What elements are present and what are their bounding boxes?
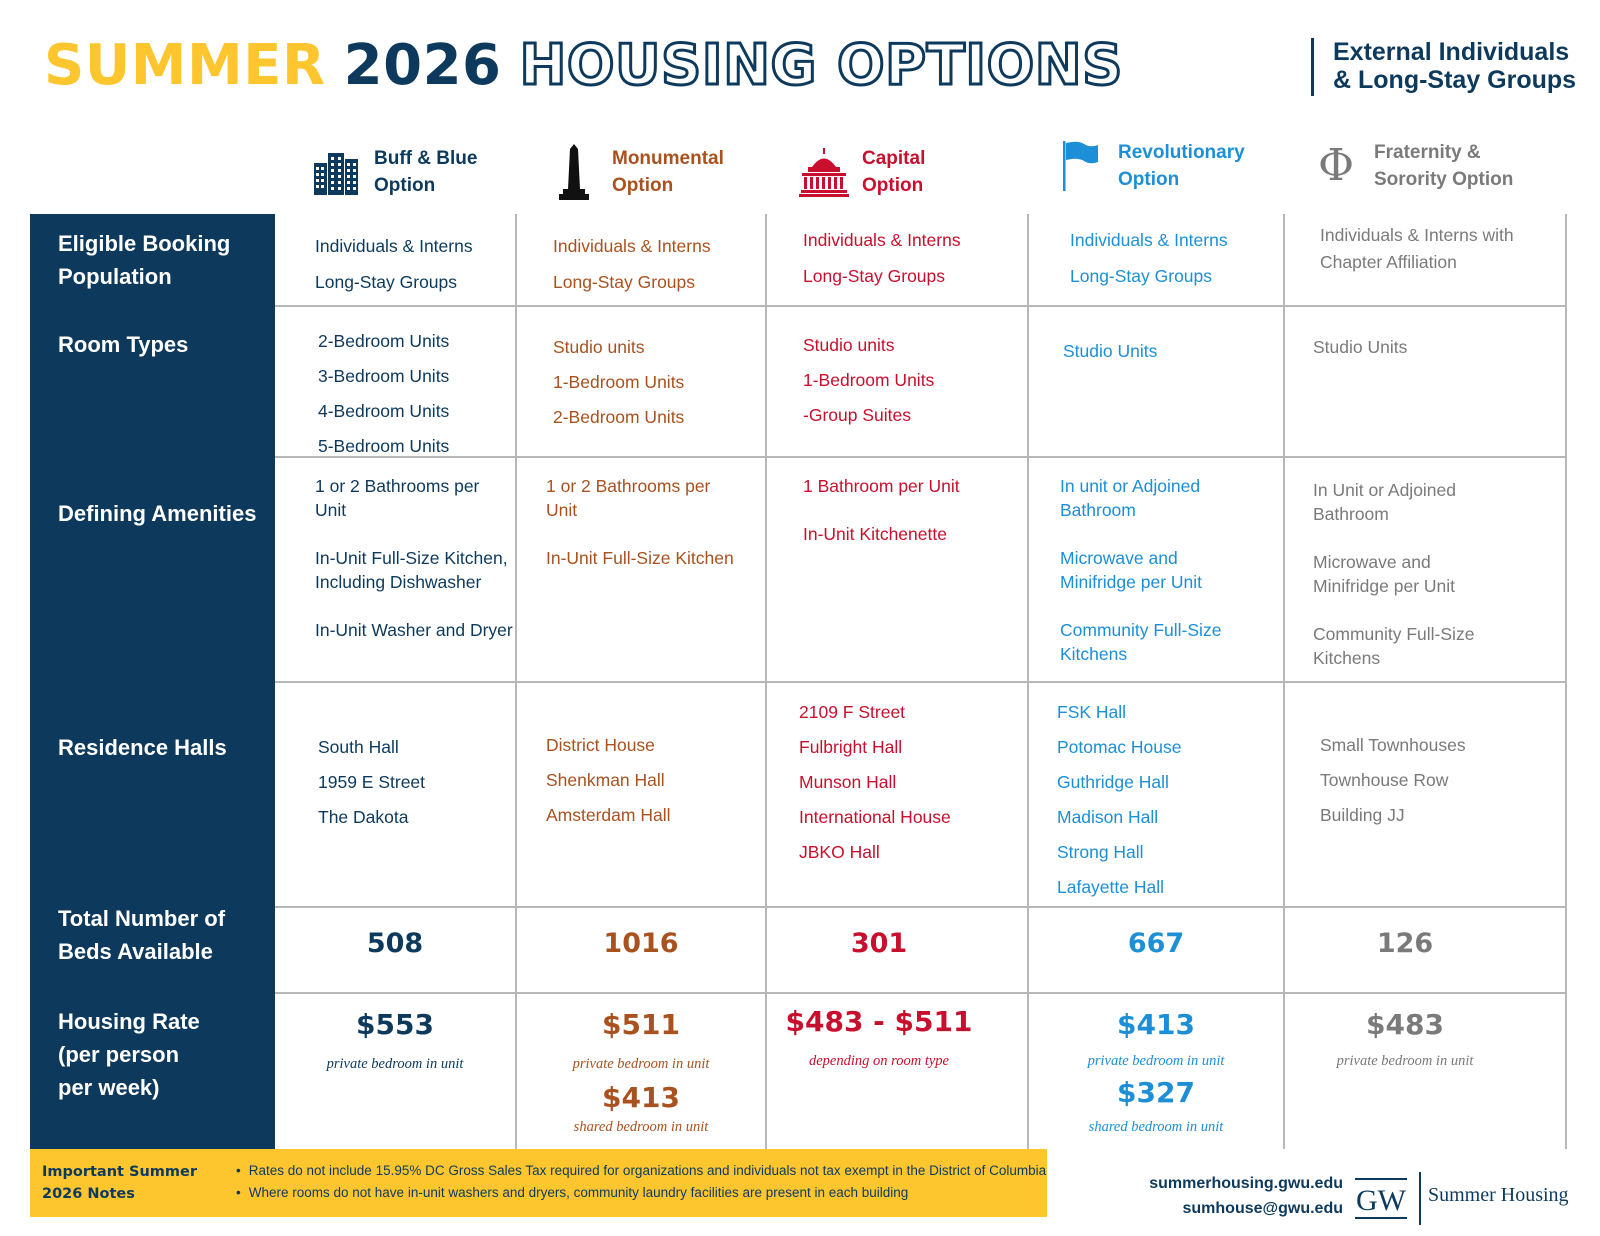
cell-rooms-capital xyxy=(803,328,934,433)
row-label-beds xyxy=(58,902,225,968)
cell-line: Lafayette Hall xyxy=(1057,877,1165,897)
row-label-line: Population xyxy=(58,264,172,289)
important-notes-box xyxy=(30,1149,1047,1217)
rate-price-fraternity: $483 xyxy=(1366,1008,1444,1041)
cell-line: FSK Hall xyxy=(1057,702,1127,722)
cell-line: Including Dishwasher xyxy=(315,572,482,592)
cell-line: Community Full-Size xyxy=(1060,620,1222,640)
cell-line: 2-Bedroom Units xyxy=(318,331,450,351)
cell-halls-fraternity xyxy=(1320,728,1466,833)
rate-price-revolutionary: $413 xyxy=(1117,1008,1195,1041)
cell-line: Studio Units xyxy=(1063,341,1158,361)
buildings-icon xyxy=(310,142,362,202)
row-label-line: Housing Rate xyxy=(58,1009,200,1034)
rate-price-monumental: $511 xyxy=(602,1008,680,1041)
beds-buff-blue: 508 xyxy=(366,928,424,959)
title-year: 2026 xyxy=(343,33,502,98)
cell-line: 2-Bedroom Units xyxy=(553,407,685,427)
cell-amenities-fraternity xyxy=(1313,478,1474,670)
option-name-line-1: Buff & Blue xyxy=(374,148,478,169)
row-divider xyxy=(275,681,1567,683)
cell-amenities-revolutionary xyxy=(1060,474,1221,666)
option-name-revolutionary xyxy=(1118,139,1245,193)
cell-line: Studio units xyxy=(553,337,645,357)
row-label-amenities xyxy=(58,497,256,530)
cell-line: District House xyxy=(546,735,655,755)
beds-revolutionary: 667 xyxy=(1127,928,1185,959)
cell-rooms-fraternity xyxy=(1313,330,1407,365)
option-name-line-2: Option xyxy=(374,175,436,196)
cell-line: Long-Stay Groups xyxy=(803,266,946,286)
row-label-line: Eligible Booking xyxy=(58,231,231,256)
row-label-rate xyxy=(58,1005,200,1104)
cell-line: In unit or Adjoined xyxy=(1060,476,1201,496)
cell-line: 1 Bathroom per Unit xyxy=(803,476,960,496)
row-label-eligible xyxy=(58,227,230,293)
contact-info xyxy=(1149,1171,1343,1221)
notes-title-line-2: 2026 Notes xyxy=(42,1186,135,1202)
cell-line: Building JJ xyxy=(1320,805,1405,825)
cell-line: International House xyxy=(799,807,951,827)
cell-line: Studio Units xyxy=(1313,337,1408,357)
column-header-monumental xyxy=(548,142,724,202)
cell-line: 3-Bedroom Units xyxy=(318,366,450,386)
option-name-line-1: Monumental xyxy=(612,148,724,169)
row-label-line: Defining Amenities xyxy=(58,501,257,526)
row-label-line: Total Number of xyxy=(58,906,226,931)
notes-title-line-1: Important Summer xyxy=(42,1164,197,1180)
cell-line: 5-Bedroom Units xyxy=(318,436,450,456)
beds-monumental: 1016 xyxy=(603,928,679,959)
cell-line: Unit xyxy=(546,500,578,520)
capitol-icon xyxy=(798,142,850,202)
notes-item: • Rates do not include 15.95% DC Gross Sales Tax required for organizations and individuals not tax exempt in the District of Columbia xyxy=(236,1160,1046,1182)
rate-price-capital: $483 - $511 xyxy=(785,1005,973,1038)
cell-amenities-monumental xyxy=(546,474,734,570)
row-divider xyxy=(275,305,1567,307)
column-header-fraternity xyxy=(1310,136,1513,196)
cell-rooms-monumental xyxy=(553,330,684,435)
cell-line: In-Unit Full-Size Kitchen, xyxy=(315,548,508,568)
cell-line: 2109 F Street xyxy=(799,702,906,722)
rate-note-capital: depending on room type xyxy=(808,1053,949,1069)
option-name-line-2: Option xyxy=(862,175,924,196)
row-label-line: (per person xyxy=(58,1042,180,1067)
flag-icon xyxy=(1054,136,1106,196)
cell-line: Bathroom xyxy=(1060,500,1136,520)
beds-fraternity: 126 xyxy=(1376,928,1434,959)
notes-list xyxy=(236,1160,1046,1204)
row-label-room-types xyxy=(58,328,188,361)
cell-line: Individuals & Interns xyxy=(803,230,961,250)
page-title xyxy=(44,26,1123,106)
cell-line: Kitchens xyxy=(1313,648,1381,668)
cell-eligible-revolutionary xyxy=(1070,222,1228,294)
cell-line: Fulbright Hall xyxy=(799,737,903,757)
cell-line: -Group Suites xyxy=(803,405,911,425)
row-divider xyxy=(275,992,1567,994)
cell-line: Amsterdam Hall xyxy=(546,805,671,825)
cell-line: Strong Hall xyxy=(1057,842,1144,862)
cell-line: Studio units xyxy=(803,335,895,355)
cell-line: Kitchens xyxy=(1060,644,1128,664)
cell-line: The Dakota xyxy=(318,807,409,827)
cell-line: Potomac House xyxy=(1057,737,1182,757)
rate-note-revolutionary: private bedroom in unit xyxy=(1087,1053,1225,1069)
notes-item: • Where rooms do not have in-unit washers and dryers, community laundry facilities are present in each building xyxy=(236,1182,1046,1204)
title-divider xyxy=(1311,38,1314,96)
column-header-buff-blue xyxy=(310,142,477,202)
logo-divider xyxy=(1419,1172,1421,1225)
cell-line: Guthridge Hall xyxy=(1057,772,1169,792)
row-divider xyxy=(275,456,1567,458)
cell-eligible-monumental xyxy=(553,228,711,300)
cell-line: 1-Bedroom Units xyxy=(553,372,685,392)
monument-icon xyxy=(548,142,600,202)
cell-eligible-capital xyxy=(803,222,961,294)
cell-eligible-buff-blue xyxy=(315,228,473,300)
cell-halls-revolutionary xyxy=(1057,695,1182,905)
rate-price2-monumental: $413 xyxy=(602,1081,680,1114)
notes-title xyxy=(42,1161,197,1205)
option-name-capital xyxy=(862,145,925,199)
option-name-line-2: Option xyxy=(612,175,674,196)
cell-line: Microwave and xyxy=(1313,552,1431,572)
cell-line: In-Unit Full-Size Kitchen xyxy=(546,548,734,568)
rate-price-buff-blue: $553 xyxy=(356,1008,434,1041)
title-housing-options: HOUSING OPTIONS xyxy=(519,33,1123,98)
cell-line: Long-Stay Groups xyxy=(553,272,696,292)
cell-line: 1-Bedroom Units xyxy=(803,370,935,390)
row-label-line: per week) xyxy=(58,1075,160,1100)
subtitle-line-1: External Individuals xyxy=(1333,38,1570,66)
rate-note-monumental: private bedroom in unit xyxy=(572,1056,710,1072)
cell-line: Munson Hall xyxy=(799,772,897,792)
summer-housing-wordmark: Summer Housing xyxy=(1428,1184,1569,1206)
option-name-buff-blue xyxy=(374,145,477,199)
cell-line: Minifridge per Unit xyxy=(1313,576,1455,596)
subtitle-line-2: & Long-Stay Groups xyxy=(1333,66,1577,94)
cell-line: Bathroom xyxy=(1313,504,1389,524)
cell-line: Long-Stay Groups xyxy=(315,272,458,292)
cell-line: Chapter Affiliation xyxy=(1320,252,1457,272)
cell-line: 1 or 2 Bathrooms per xyxy=(315,476,480,496)
cell-halls-monumental xyxy=(546,728,670,833)
rate-note-buff-blue: private bedroom in unit xyxy=(326,1056,464,1072)
cell-line: Individuals & Interns xyxy=(553,236,711,256)
cell-line: In-Unit Washer and Dryer xyxy=(315,620,513,640)
cell-line: Community Full-Size xyxy=(1313,624,1475,644)
rate-note2-monumental: shared bedroom in unit xyxy=(573,1119,709,1135)
cell-line: South Hall xyxy=(318,737,399,757)
column-header-revolutionary xyxy=(1054,136,1245,196)
cell-line: JBKO Hall xyxy=(799,842,880,862)
cell-line: Minifridge per Unit xyxy=(1060,572,1202,592)
cell-line: 1959 E Street xyxy=(318,772,426,792)
cell-amenities-buff-blue xyxy=(315,474,513,642)
row-label-line: Residence Halls xyxy=(58,735,227,760)
website-link[interactable]: summerhousing.gwu.edu xyxy=(1149,1175,1343,1192)
cell-halls-buff-blue xyxy=(318,730,425,835)
cell-rooms-buff-blue xyxy=(318,324,449,464)
option-name-line-2: Option xyxy=(1118,169,1180,190)
cell-line: Unit xyxy=(315,500,347,520)
cell-line: Long-Stay Groups xyxy=(1070,266,1213,286)
option-name-line-1: Revolutionary xyxy=(1118,142,1245,163)
email-link[interactable]: sumhouse@gwu.edu xyxy=(1182,1200,1343,1217)
row-divider xyxy=(275,906,1567,908)
page-subtitle xyxy=(1333,38,1576,94)
cell-line: In Unit or Adjoined xyxy=(1313,480,1457,500)
cell-amenities-capital xyxy=(803,474,960,546)
rate-note-fraternity: private bedroom in unit xyxy=(1336,1053,1474,1069)
cell-line: In-Unit Kitchenette xyxy=(803,524,947,544)
option-name-line-1: Fraternity & xyxy=(1374,142,1481,163)
cell-line: 4-Bedroom Units xyxy=(318,401,450,421)
column-header-capital xyxy=(798,142,925,202)
option-name-monumental xyxy=(612,145,724,199)
title-summer: SUMMER xyxy=(44,33,326,98)
cell-halls-capital xyxy=(799,695,951,870)
cell-line: 1 or 2 Bathrooms per xyxy=(546,476,711,496)
cell-line: Shenkman Hall xyxy=(546,770,665,790)
rate-note2-revolutionary: shared bedroom in unit xyxy=(1088,1119,1224,1135)
row-label-line: Beds Available xyxy=(58,939,213,964)
cell-line: Individuals & Interns with xyxy=(1320,225,1514,245)
gw-logo xyxy=(1353,1176,1409,1221)
option-name-fraternity xyxy=(1374,139,1513,193)
cell-rooms-revolutionary xyxy=(1063,334,1157,369)
phi-icon: Φ xyxy=(1317,140,1355,191)
cell-line: Small Townhouses xyxy=(1320,735,1466,755)
cell-line: Microwave and xyxy=(1060,548,1178,568)
cell-line: Madison Hall xyxy=(1057,807,1159,827)
option-name-line-1: Capital xyxy=(862,148,926,169)
cell-line: Townhouse Row xyxy=(1320,770,1449,790)
rate-price2-revolutionary: $327 xyxy=(1117,1076,1195,1109)
row-label-halls xyxy=(58,731,227,764)
option-name-line-2: Sorority Option xyxy=(1374,169,1514,190)
beds-capital: 301 xyxy=(850,928,908,959)
gw-logo-text: GW xyxy=(1356,1184,1406,1217)
cell-eligible-fraternity xyxy=(1320,222,1514,276)
cell-line: Individuals & Interns xyxy=(1070,230,1228,250)
row-label-line: Room Types xyxy=(58,332,189,357)
cell-line: Individuals & Interns xyxy=(315,236,473,256)
